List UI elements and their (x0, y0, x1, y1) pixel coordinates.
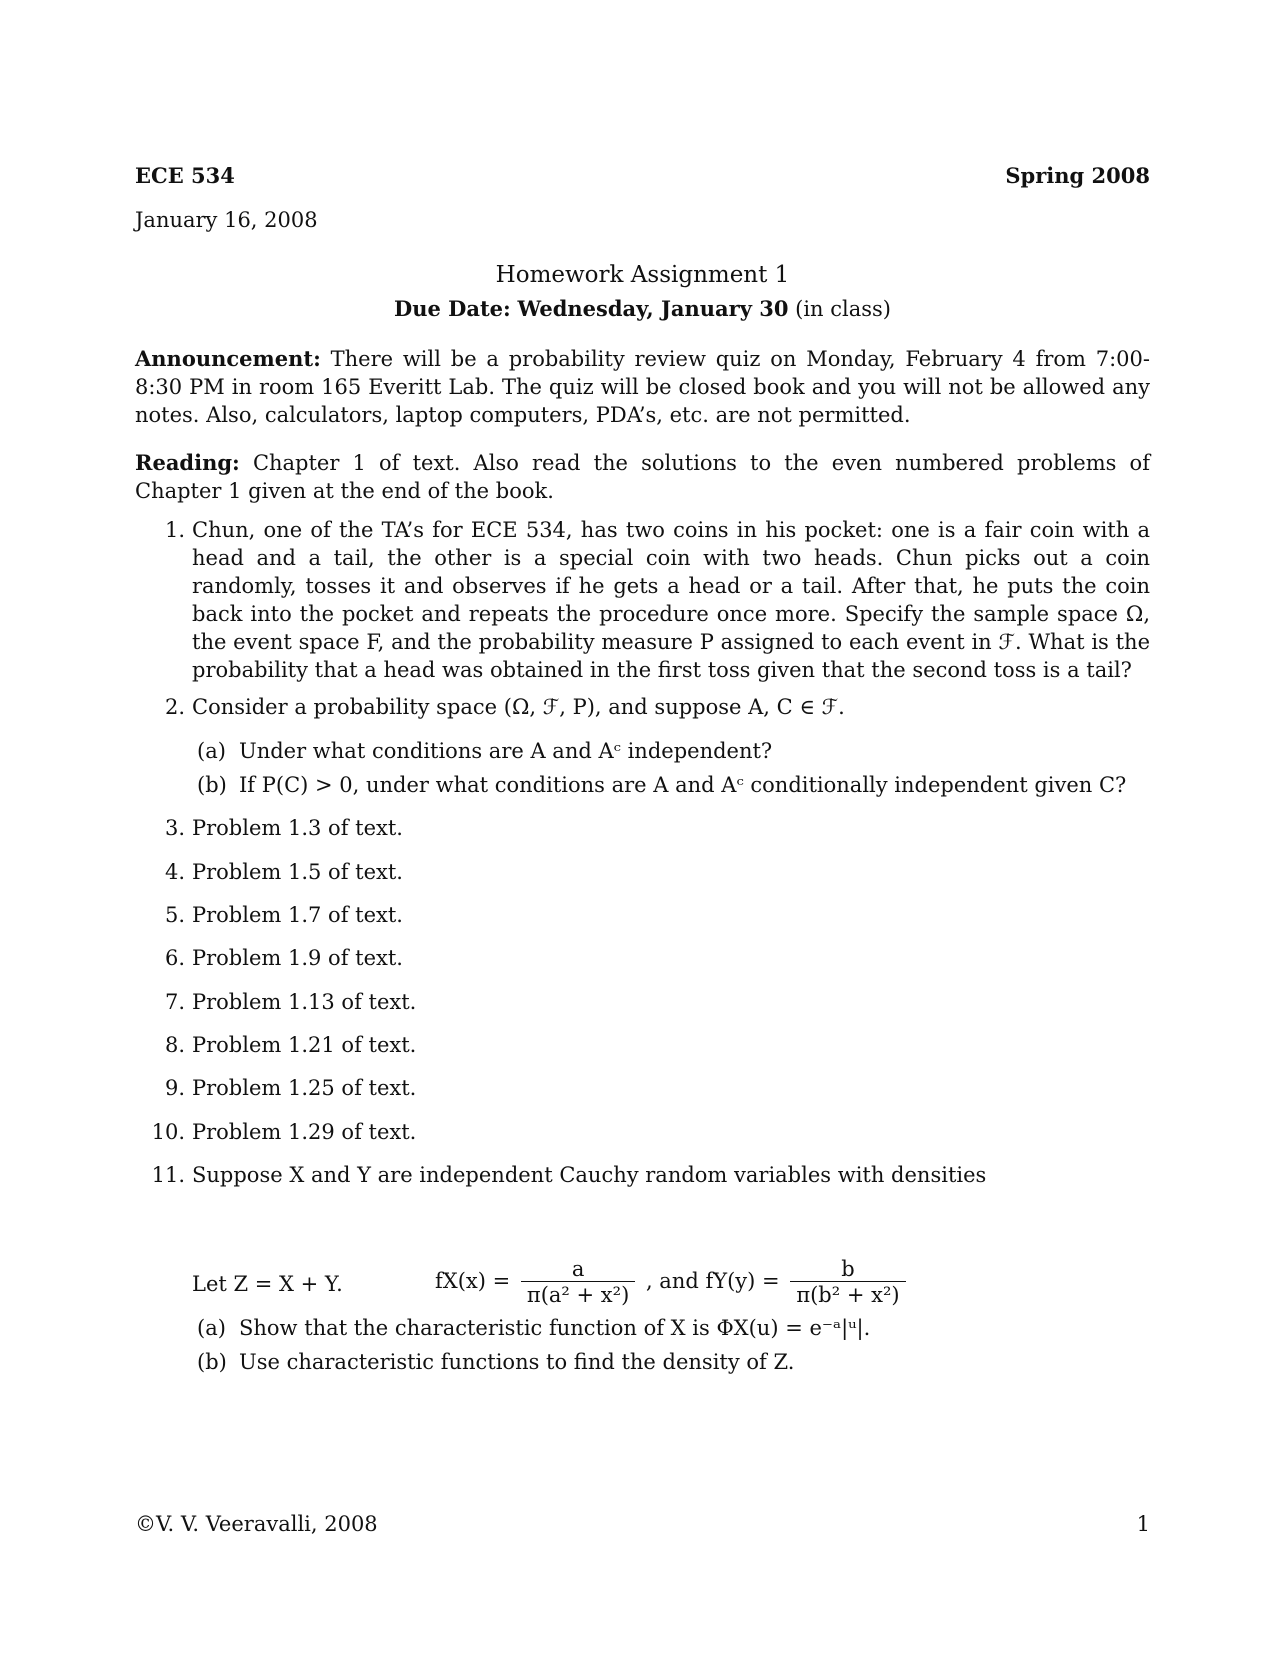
subpart-text: If P(C) > 0, under what conditions are A and Aᶜ conditionally independent given C? (239, 773, 1127, 797)
subpart-label: (a) (197, 739, 226, 763)
due-value: Wednesday, January 30 (517, 296, 789, 321)
reading-label: Reading: (135, 450, 240, 475)
problem-text: Problem 1.5 of text. (192, 860, 403, 884)
announcement-label: Announcement: (135, 346, 321, 371)
copyright: ©V. V. Veeravalli, 2008 (135, 1512, 378, 1536)
document-page (135, 0, 1150, 1656)
equation-lhs: fX(x) = (435, 1269, 511, 1293)
problem-number: 1. (164, 518, 185, 542)
problem-number: 8. (164, 1033, 185, 1057)
problem-number: 9. (164, 1076, 185, 1100)
problem-number: 2. (164, 695, 185, 719)
subpart-text: Use characteristic functions to find the density of Z. (239, 1350, 795, 1374)
problem-number: 10. (151, 1120, 185, 1144)
problem-number: 6. (164, 946, 185, 970)
problem-number: 11. (151, 1163, 185, 1187)
reading-text: Chapter 1 of text. Also read the solutions to the even numbered problems of Chapter 1 given at the end of the book. (135, 451, 1150, 503)
problem-text: Problem 1.21 of text. (192, 1033, 417, 1057)
problem-text: Suppose X and Y are independent Cauchy random variables with densities (192, 1163, 987, 1187)
course-code: ECE 534 (135, 163, 235, 188)
fraction-denominator: π(a² + x²) (526, 1283, 630, 1307)
problem-number: 7. (164, 990, 185, 1014)
problem-text: Chun, one of the TA’s for ECE 534, has two coins in his pocket: one is a fair coin with a head and a tail, the other is a special coin with two heads. Chun picks out a coin randomly, tosses it and observes if he gets a head or a tail. After that, he puts the coin back into the pocket and repeats the procedure once more. Specify the sample space Ω, the event space F, and the probability measure P assigned to each event in ℱ. What is the probability that a head was obtained in the first toss given that the second toss is a tail? (192, 518, 1150, 682)
subpart-label: (a) (197, 1316, 226, 1340)
problem-text: Problem 1.7 of text. (192, 903, 403, 927)
subpart-text: Show that the characteristic function of X is ΦX(u) = e⁻ᵃ|ᵘ|. (239, 1316, 871, 1340)
due-note: (in class) (795, 297, 891, 321)
page-number: 1 (1136, 1512, 1150, 1536)
fraction-numerator: b (790, 1257, 905, 1282)
problem-text: Problem 1.3 of text. (192, 816, 403, 840)
subpart-label: (b) (197, 773, 227, 797)
problem-text: Problem 1.25 of text. (192, 1076, 417, 1100)
problem-text: Problem 1.13 of text. (192, 990, 417, 1014)
subpart-label: (b) (197, 1350, 227, 1374)
fraction-denominator: π(b² + x²) (796, 1283, 900, 1307)
problem-text: Problem 1.9 of text. (192, 946, 403, 970)
problem-number: 3. (164, 816, 185, 840)
issue-date: January 16, 2008 (135, 208, 318, 232)
problem-number: 5. (164, 903, 185, 927)
let-statement: Let Z = X + Y. (192, 1272, 343, 1296)
problem-number: 4. (164, 860, 185, 884)
fraction-numerator: a (521, 1257, 635, 1282)
term: Spring 2008 (1005, 163, 1150, 188)
problem-text: Consider a probability space (Ω, ℱ, P), and suppose A, C ∈ ℱ. (192, 695, 845, 719)
subpart-text: Under what conditions are A and Aᶜ independent? (239, 739, 773, 763)
due-date (135, 295, 1150, 323)
page-title: Homework Assignment 1 (495, 262, 790, 288)
reading (135, 449, 1150, 505)
announcement (135, 345, 1150, 429)
announcement-text: There will be a probability review quiz on Monday, February 4 from 7:00-8:30 PM in room 165 Everitt Lab. The quiz will be closed book and you will not be allowed any notes. Also, calculators, laptop computers, PDA’s, etc. are not permitted. (135, 347, 1150, 427)
problem-text: Problem 1.29 of text. (192, 1120, 417, 1144)
due-label: Due Date: (394, 296, 511, 321)
equation-mid: , and fY(y) = (645, 1269, 780, 1293)
